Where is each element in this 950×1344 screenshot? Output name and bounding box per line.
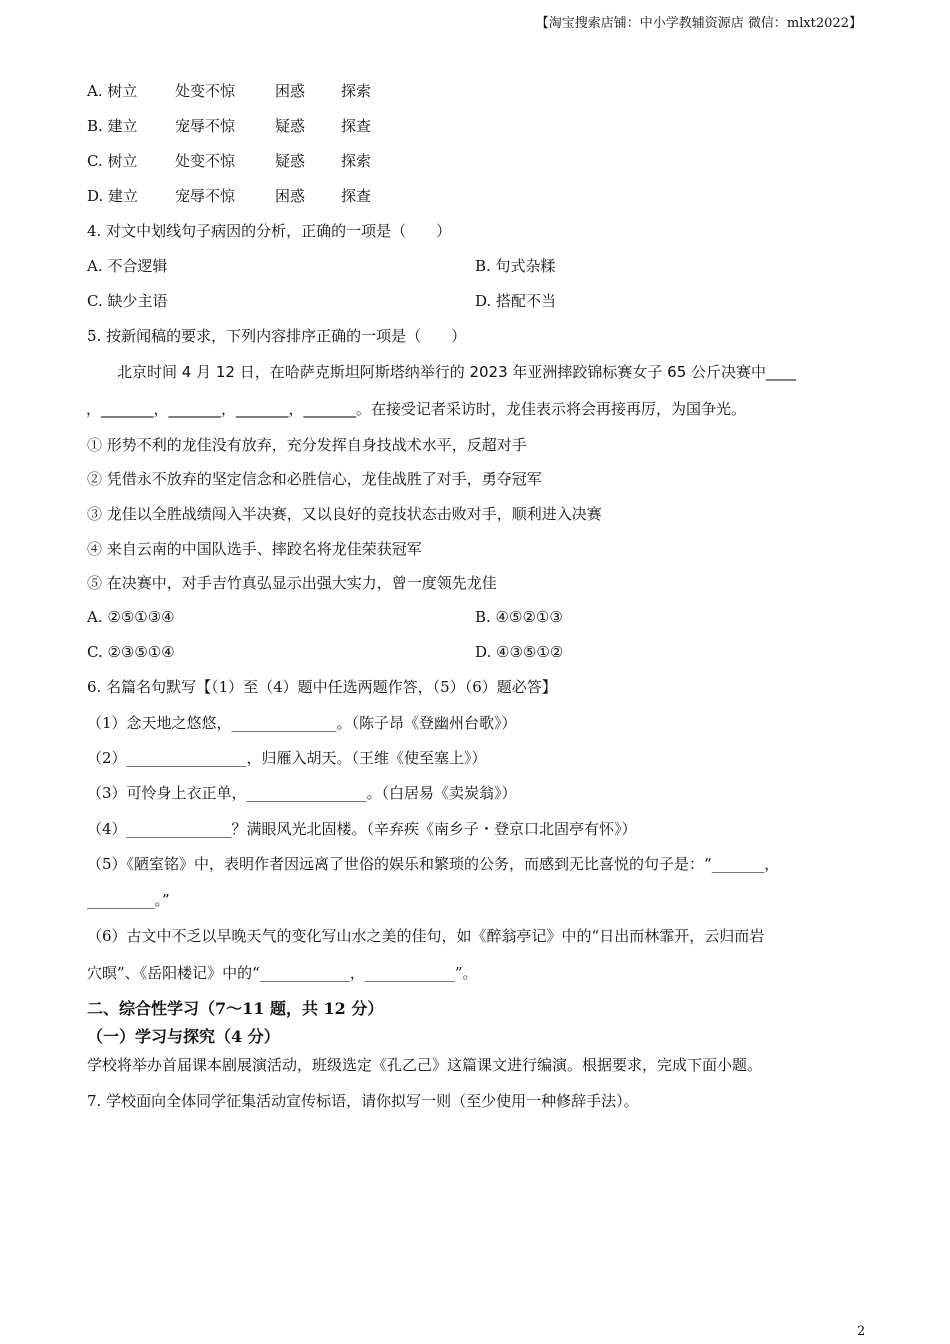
q6-sub-6-cont: 穴暝”、《岳阳楼记》中的“____________，____________”。 [87,964,478,982]
q6-sub-5: （5）《陋室铭》中，表明作者因远离了世俗的娱乐和繁琐的公务，而感到无比喜悦的句子是：“_______， [87,855,780,873]
page-header: 【淘宝搜索店铺：中小学教辅资源店 微信：mlxt2022】 [535,16,862,31]
q3-option-word: 宠辱不惊 [175,187,236,205]
q3-option-word: 处变不惊 [175,82,236,100]
q5-option-b: B. ④⑤②①③ [475,608,563,626]
q5-stem: 5. 按新闻稿的要求，下列内容排序正确的一项是（ ） [87,327,467,345]
q3-option-word: 探索 [341,152,372,170]
q5-passage-line: ，_______，_______，_______，_______。在接受记者采访时，龙佳表示将会再接再厉，为国争光。 [86,400,747,418]
section-title: 二、综合性学习（7～11 题，共 12 分） [87,999,384,1018]
subsection-title: （一）学习与探究（4 分） [87,1027,280,1046]
q6-sub-4: （4）______________？满眼风光北固楼。（辛弃疾《南乡子・登京口北固亭有怀》） [87,820,637,838]
q3-option-label: A. 树立 [87,82,138,100]
q3-option-word: 困惑 [275,187,306,205]
page-number: 2 [857,1324,866,1339]
q4-option-b: B. 句式杂糅 [475,257,556,275]
q3-option-word: 探查 [341,117,372,135]
q3-option-word: 处变不惊 [175,152,236,170]
q3-option-label: D. 建立 [87,187,139,205]
q5-option-d: D. ④③⑤①② [475,643,564,661]
q5-passage-line: 北京时间 4 月 12 日，在哈萨克斯坦阿斯塔纳举行的 2023 年亚洲摔跤锦标赛女子 65 公斤决赛中____ [87,363,797,381]
q3-option-word: 疑惑 [275,117,306,135]
q5-item: ③ 龙佳以全胜战绩闯入半决赛，又以良好的竞技状态击败对手，顺利进入决赛 [87,505,602,523]
q6-sub-5-cont: _________。” [87,891,170,909]
q6-sub-2: （2）________________，归雁入胡天。（王维《使至塞上》） [87,749,487,767]
q4-option-d: D. 搭配不当 [475,292,557,310]
q3-option-word: 疑惑 [275,152,306,170]
q6-stem: 6. 名篇名句默写【（1）至（4）题中任选两题作答，（5）（6）题必答】 [87,678,557,696]
q5-item: ① 形势不利的龙佳没有放弃，充分发挥自身技战术水平，反超对手 [87,436,527,454]
q3-option-label: C. 树立 [87,152,138,170]
q5-option-c: C. ②③⑤①④ [87,643,175,661]
q6-sub-6: （6）古文中不乏以早晚天气的变化写山水之美的佳句，如《醉翁亭记》中的“日出而林霏开，云归而岩 [87,927,765,945]
q3-option-word: 探索 [341,82,372,100]
q3-option-d [87,186,371,206]
q3-option-label: B. 建立 [87,117,138,135]
q3-option-word: 困惑 [275,82,306,100]
q7-stem: 7. 学校面向全体同学征集活动宣传标语，请你拟写一则（至少使用一种修辞手法）。 [87,1092,639,1110]
q5-item: ② 凭借永不放弃的坚定信念和必胜信心，龙佳战胜了对手，勇夺冠军 [87,470,542,488]
q4-stem: 4. 对文中划线句子病因的分析，正确的一项是（ ） [87,222,452,240]
q4-option-a: A. 不合逻辑 [87,257,168,275]
q6-sub-1: （1）念天地之悠悠，______________。（陈子昂《登幽州台歌》） [87,714,517,732]
section-intro: 学校将举办首届课本剧展演活动，班级选定《孔乙己》这篇课文进行编演。根据要求，完成下面小题。 [87,1056,763,1074]
q5-item: ⑤ 在决赛中，对手吉竹真弘显示出强大实力，曾一度领先龙佳 [87,574,497,592]
q3-option-word: 宠辱不惊 [175,117,236,135]
q3-option-a [87,81,371,101]
q3-option-b [87,116,371,136]
q3-option-word: 探查 [341,187,372,205]
q6-sub-3: （3）可怜身上衣正单，________________。（白居易《卖炭翁》） [87,784,517,802]
q4-option-c: C. 缺少主语 [87,292,168,310]
q5-item: ④ 来自云南的中国队选手、摔跤名将龙佳荣获冠军 [87,540,422,558]
q3-option-c [87,151,371,171]
q5-option-a: A. ②⑤①③④ [87,608,175,626]
